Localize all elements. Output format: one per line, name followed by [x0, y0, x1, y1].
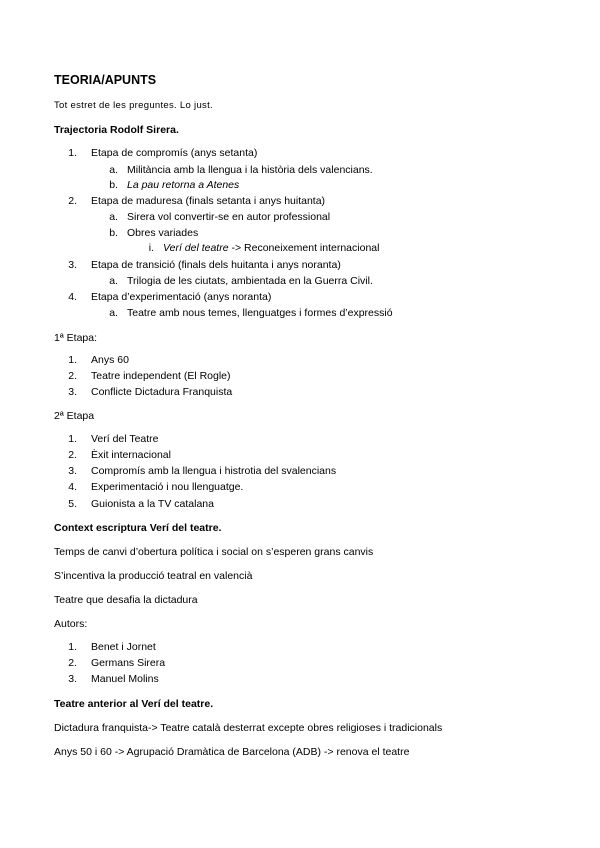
list-item: Conflicte Dictadura Franquista — [91, 386, 233, 398]
list-item: Verí del Teatre — [91, 433, 159, 445]
list-letter: a. — [109, 211, 118, 223]
page-title: TEORIA/APUNTS — [54, 73, 157, 87]
list-item-rest: -> Reconeixement internacional — [228, 242, 380, 254]
list-item: Teatre amb nous temes, llenguatges i formes d’expressió — [127, 307, 393, 319]
list-item: Benet i Jornet — [91, 641, 156, 653]
list-item: Germans Sirera — [91, 657, 166, 669]
list-number: 1. — [68, 354, 77, 366]
list-number: 3. — [68, 259, 77, 271]
list-item: Militància amb la llengua i la història dels valencians. — [127, 164, 373, 176]
list-letter: a. — [109, 307, 118, 319]
list-number: 1. — [68, 433, 77, 445]
list-number: 5. — [68, 498, 77, 510]
list-letter: a. — [109, 164, 118, 176]
section-heading-autors: Autors: — [54, 618, 88, 630]
list-number: 4. — [68, 481, 77, 493]
section-heading-etapa1: 1ª Etapa: — [54, 332, 97, 344]
list-number: 2. — [68, 195, 77, 207]
list-number: 1. — [68, 147, 77, 159]
list-item: Teatre independent (El Rogle) — [91, 370, 231, 382]
paragraph: Temps de canvi d’obertura política i social on s’esperen grans canvis — [54, 546, 374, 558]
list-number: 3. — [68, 465, 77, 477]
list-item: La pau retorna a Atenes — [127, 179, 240, 191]
paragraph: Teatre que desafia la dictadura — [54, 594, 198, 606]
list-item: Etapa d’experimentació (anys noranta) — [91, 291, 272, 303]
list-item — [163, 241, 379, 255]
list-letter: a. — [109, 275, 118, 287]
paragraph: Dictadura franquista-> Teatre català desterrat excepte obres religioses i tradicionals — [54, 722, 443, 734]
list-number: 2. — [68, 370, 77, 382]
list-item: Obres variades — [127, 227, 199, 239]
list-item: Guionista a la TV catalana — [91, 498, 214, 510]
list-number: 2. — [68, 449, 77, 461]
list-number: 4. — [68, 291, 77, 303]
list-item: Experimentació i nou llenguatge. — [91, 481, 244, 493]
list-item: Etapa de maduresa (finals setanta i anys huitanta) — [91, 195, 326, 207]
list-number: 1. — [68, 641, 77, 653]
list-number: 3. — [68, 673, 77, 685]
section-heading-etapa2: 2ª Etapa — [54, 410, 95, 422]
list-item: Compromís amb la llengua i histrotia del svalencians — [91, 465, 337, 477]
section-heading-trajectoria: Trajectoria Rodolf Sirera. — [54, 124, 179, 136]
list-item: Etapa de compromís (anys setanta) — [91, 147, 258, 159]
list-item: Anys 60 — [91, 354, 129, 366]
section-heading-context: Context escriptura Verí del teatre. — [54, 522, 222, 534]
list-letter: b. — [109, 179, 118, 191]
list-number: 2. — [68, 657, 77, 669]
list-number: 3. — [68, 386, 77, 398]
intro-text: Tot estret de les preguntes. Lo just. — [54, 100, 213, 111]
section-heading-anterior: Teatre anterior al Verí del teatre. — [54, 698, 214, 710]
work-title: Verí del teatre — [163, 242, 229, 254]
list-item: Trilogia de les ciutats, ambientada en la Guerra Civil. — [127, 275, 373, 287]
list-item: Èxit internacional — [91, 449, 171, 461]
list-letter: b. — [109, 227, 118, 239]
paragraph: Anys 50 i 60 -> Agrupació Dramàtica de Barcelona (ADB) -> renova el teatre — [54, 746, 410, 758]
list-item: Sirera vol convertir-se en autor professional — [127, 211, 331, 223]
list-item: Manuel Molins — [91, 673, 159, 685]
paragraph: S’incentiva la producció teatral en valencià — [54, 570, 253, 582]
list-item: Etapa de transició (finals dels huitanta i anys noranta) — [91, 259, 341, 271]
list-roman: i. — [148, 242, 154, 254]
